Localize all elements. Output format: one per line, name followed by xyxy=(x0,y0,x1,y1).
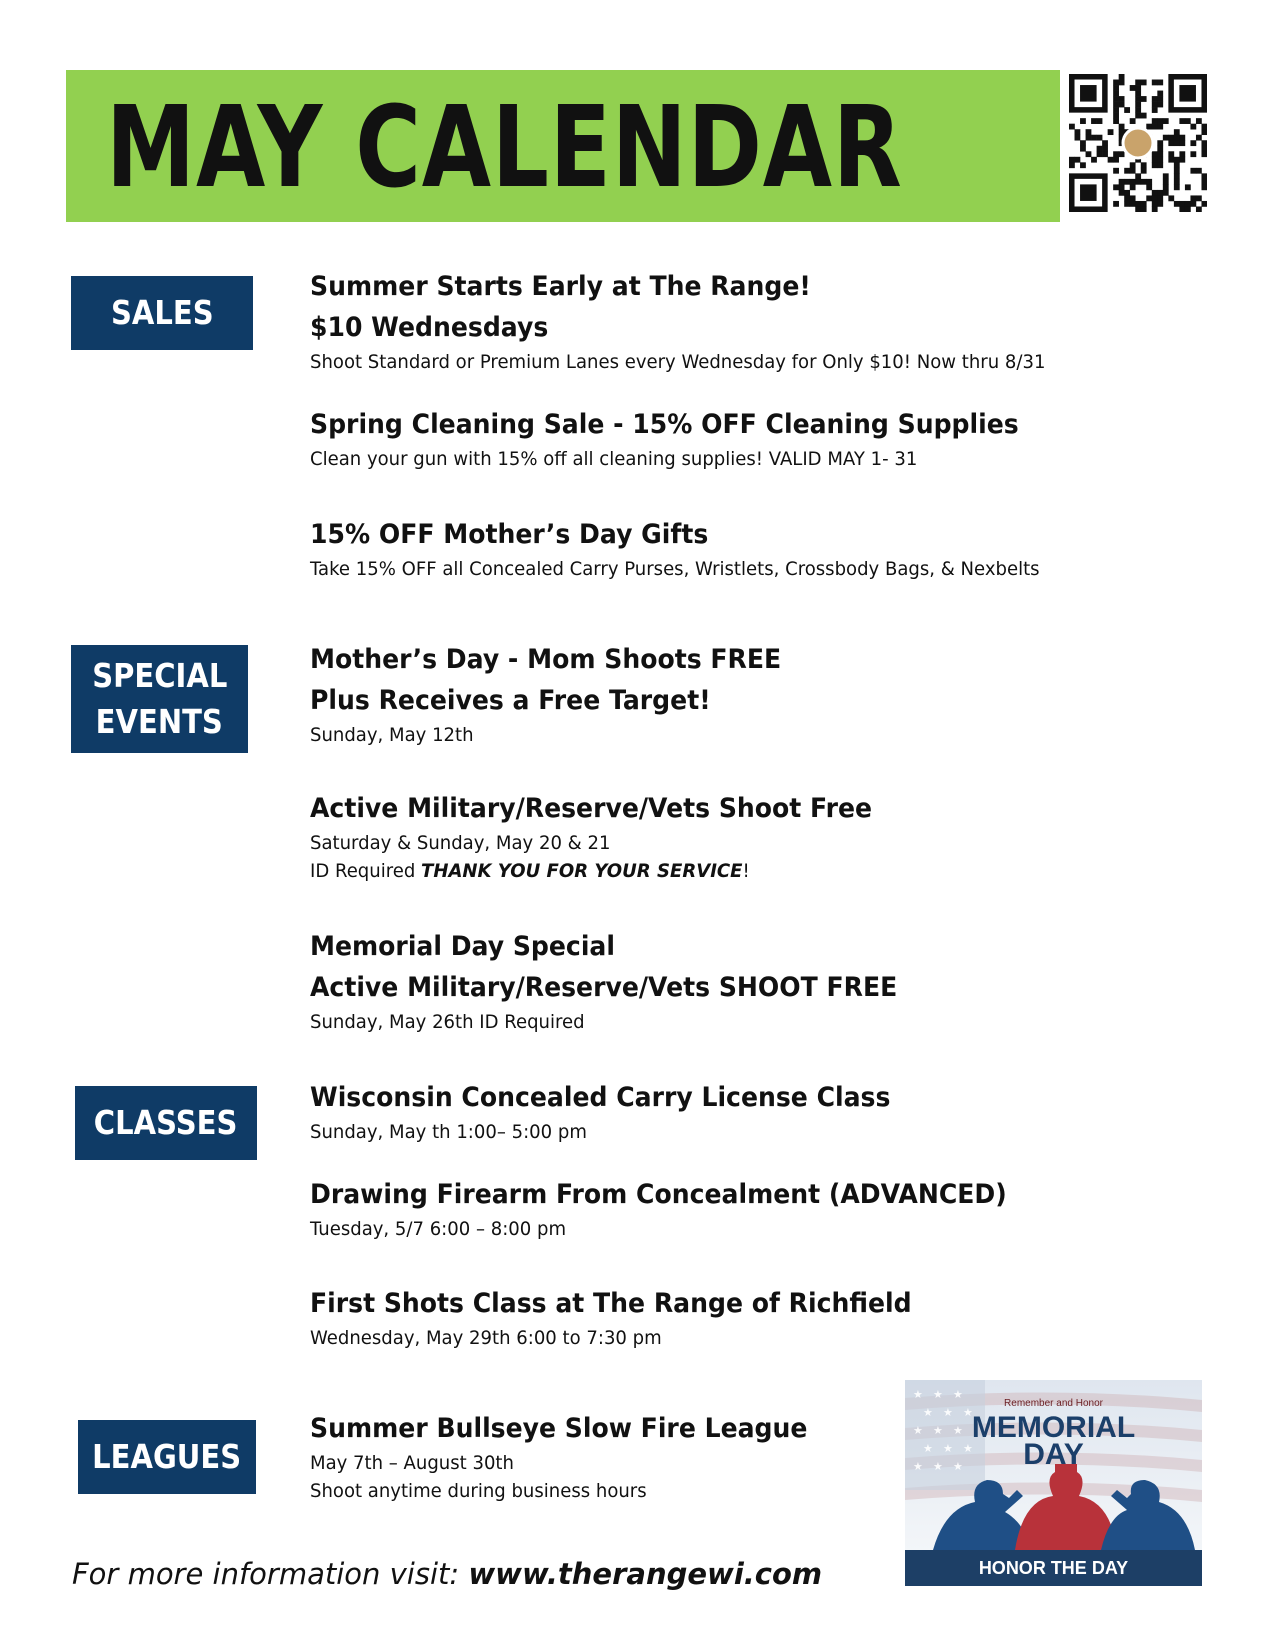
item-title: Active Military/Reserve/Vets Shoot Free xyxy=(310,793,873,824)
item-title: Memorial Day Special xyxy=(310,931,615,962)
item-detail: Take 15% OFF all Concealed Carry Purses, Wristlets, Crossbody Bags, & Nexbelts xyxy=(310,558,1040,580)
item-detail: Sunday, May th 1:00– 5:00 pm xyxy=(310,1121,587,1143)
item-title: Summer Starts Early at The Range! xyxy=(310,271,811,302)
item-title: 15% OFF Mother’s Day Gifts xyxy=(310,519,709,550)
sales-item xyxy=(310,404,1130,473)
item-detail: Clean your gun with 15% off all cleaning supplies! VALID MAY 1- 31 xyxy=(310,448,918,470)
svg-text:★: ★ xyxy=(963,1406,973,1419)
item-title: Spring Cleaning Sale - 15% OFF Cleaning Supplies xyxy=(310,409,1019,440)
memorial-caption: Remember and Honor xyxy=(1004,1398,1103,1409)
svg-text:★: ★ xyxy=(933,1388,943,1401)
item-detail: ID Required THANK YOU FOR YOUR SERVICE! xyxy=(310,860,750,882)
svg-text:★: ★ xyxy=(953,1460,963,1473)
qr-code-graphic xyxy=(1069,74,1207,212)
item-detail: May 7th – August 30th xyxy=(310,1452,514,1474)
memorial-title: MEMORIAL DAY xyxy=(971,1411,1136,1471)
page-title: MAY CALENDAR xyxy=(106,83,903,213)
svg-text:★: ★ xyxy=(943,1406,953,1419)
footer-info: For more information visit: www.therangewi.com xyxy=(72,1557,823,1591)
memorial-band: HONOR THE DAY xyxy=(905,1550,1202,1586)
item-detail: Shoot Standard or Premium Lanes every Wednesday for Only $10! Now thru 8/31 xyxy=(310,351,1046,373)
item-detail: Tuesday, 5/7 6:00 – 8:00 pm xyxy=(310,1218,567,1240)
svg-text:★: ★ xyxy=(943,1442,953,1455)
item-title: Mother’s Day - Mom Shoots FREE xyxy=(310,644,782,675)
svg-text:★: ★ xyxy=(933,1424,943,1437)
event-item xyxy=(310,926,1130,1036)
svg-text:★: ★ xyxy=(913,1460,923,1473)
section-label-special-events: SPECIAL EVENTS xyxy=(71,645,248,753)
item-detail: Shoot anytime during business hours xyxy=(310,1480,647,1502)
sales-item xyxy=(310,266,1130,376)
event-item xyxy=(310,639,1130,749)
qr-code[interactable] xyxy=(1069,74,1207,212)
item-title: First Shots Class at The Range of Richfield xyxy=(310,1288,912,1319)
item-detail: Wednesday, May 29th 6:00 to 7:30 pm xyxy=(310,1327,662,1349)
item-detail: Sunday, May 26th ID Required xyxy=(310,1011,585,1033)
svg-text:★: ★ xyxy=(923,1442,933,1455)
class-item xyxy=(310,1077,1130,1146)
item-title: Wisconsin Concealed Carry License Class xyxy=(310,1082,891,1113)
svg-text:★: ★ xyxy=(913,1388,923,1401)
item-detail: Saturday & Sunday, May 20 & 21 xyxy=(310,832,611,854)
svg-text:★: ★ xyxy=(953,1424,963,1437)
item-title: Active Military/Reserve/Vets SHOOT FREE xyxy=(310,972,898,1003)
class-item xyxy=(310,1283,1130,1352)
item-title: $10 Wednesdays xyxy=(310,312,549,343)
item-title: Summer Bullseye Slow Fire League xyxy=(310,1413,808,1444)
item-detail: Sunday, May 12th xyxy=(310,724,474,746)
svg-text:★: ★ xyxy=(913,1424,923,1437)
memorial-day-graphic xyxy=(905,1380,1202,1586)
item-title: Plus Receives a Free Target! xyxy=(310,685,711,716)
class-item xyxy=(310,1174,1130,1243)
item-title: Drawing Firearm From Concealment (ADVANCED) xyxy=(310,1179,1007,1210)
header-banner xyxy=(66,70,1060,222)
section-label-leagues: LEAGUES xyxy=(78,1420,256,1494)
website-link[interactable]: www.therangewi.com xyxy=(468,1557,823,1591)
section-label-sales: SALES xyxy=(71,276,253,350)
svg-text:★: ★ xyxy=(933,1460,943,1473)
svg-text:★: ★ xyxy=(963,1442,973,1455)
svg-text:★: ★ xyxy=(953,1388,963,1401)
svg-text:★: ★ xyxy=(923,1406,933,1419)
sales-item xyxy=(310,514,1130,583)
event-item xyxy=(310,788,1130,885)
section-label-classes: CLASSES xyxy=(75,1086,257,1160)
